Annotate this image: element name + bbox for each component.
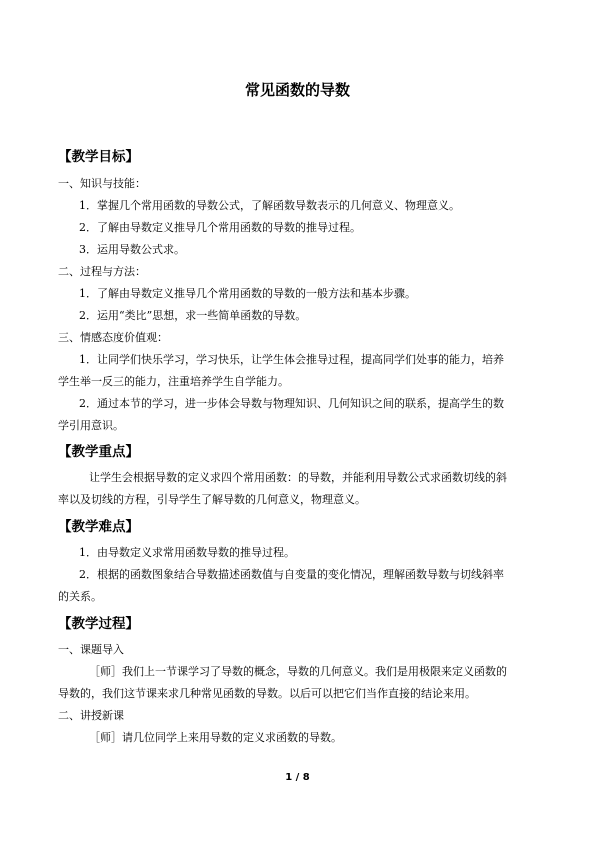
goal-item-3-1-line1: 1．让同学们快乐学习，学习快乐，让学生体会推导过程，提高同学们处事的能力，培养 — [79, 353, 504, 366]
goal-item-3-2-line1: 2．通过本节的学习，进一步体会导数与物理知识、几何知识之间的联系，提高学生的数 — [79, 397, 504, 410]
goal-section-3: 三、情感态度价值观： — [58, 331, 168, 344]
process-paragraph-1-line2: 导数的，我们这节课来求几种常见函数的导数。以后可以把它们当作直接的结论来用。 — [58, 687, 476, 700]
page-number: 1 / 8 — [285, 772, 310, 783]
document-title: 常见函数的导数 — [244, 81, 350, 99]
goal-item-3-1-line2: 学生举一反三的能力，注重培养学生自学能力。 — [58, 375, 289, 388]
difficult-item-2-line1: 2．根据的函数图象结合导数描述函数值与自变量的变化情况，理解函数导数与切线斜率 — [79, 568, 504, 581]
goal-item-1-2: 2．了解由导数定义推导几个常用函数的导数的推导过程。 — [79, 221, 361, 234]
goal-section-2: 二、过程与方法： — [58, 265, 146, 278]
heading-teaching-goals: 【教学目标】 — [58, 149, 139, 165]
goal-item-2-2: 2．运用“类比”思想，求一些简单函数的导数。 — [79, 309, 307, 322]
process-section-2: 二、讲授新课 — [58, 709, 124, 722]
process-paragraph-1-line1: ［师］我们上一节课学习了导数的概念，导数的几何意义。我们是用极限来定义函数的 — [89, 665, 507, 678]
goal-item-2-1: 1．了解由导数定义推导几个常用函数的导数的一般方法和基本步骤。 — [79, 287, 416, 300]
goal-item-1-1: 1．掌握几个常用函数的导数公式，了解函数导数表示的几何意义、物理意义。 — [79, 199, 460, 212]
heading-key-points: 【教学重点】 — [58, 444, 139, 460]
difficult-item-1: 1．由导数定义求常用函数导数的推导过程。 — [79, 546, 295, 559]
goal-item-3-2-line2: 学引用意识。 — [58, 419, 124, 432]
goal-section-1: 一、知识与技能： — [58, 177, 146, 190]
heading-teaching-process: 【教学过程】 — [58, 616, 139, 632]
key-paragraph-line2: 率以及切线的方程，引导学生了解导数的几何意义，物理意义。 — [58, 493, 366, 506]
difficult-item-2-line2: 的关系。 — [58, 590, 102, 603]
goal-item-1-3: 3．运用导数公式求。 — [79, 243, 185, 256]
process-section-1: 一、课题导入 — [58, 643, 124, 656]
process-paragraph-2: ［师］请几位同学上来用导数的定义求函数的导数。 — [89, 731, 342, 744]
key-paragraph-line1: 让学生会根据导数的定义求四个常用函数：的导数，并能利用导数公式求函数切线的斜 — [89, 471, 507, 484]
heading-difficult-points: 【教学难点】 — [58, 519, 139, 535]
